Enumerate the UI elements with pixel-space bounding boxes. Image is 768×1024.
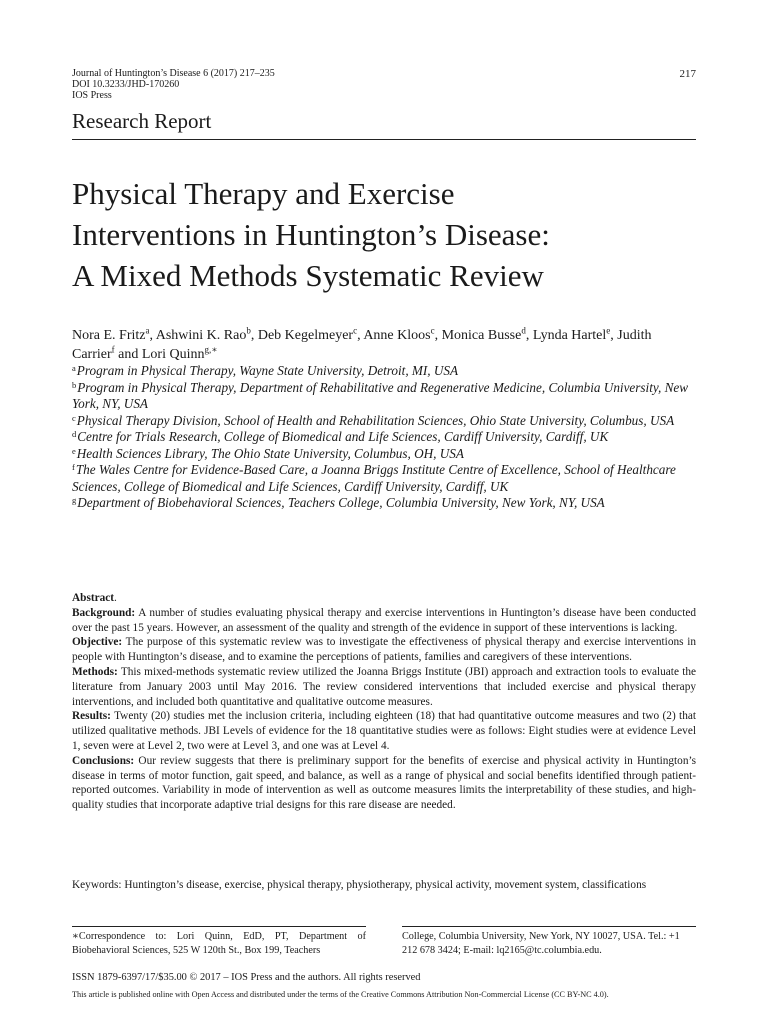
- author-affiliation-mark: b: [246, 325, 251, 336]
- journal-publisher: IOS Press: [72, 90, 112, 101]
- author-name: Anne Kloos: [363, 328, 431, 343]
- affiliation-mark: a: [72, 363, 76, 373]
- section-label: Research Report: [72, 109, 212, 133]
- keywords: Keywords: Huntington’s disease, exercise, physical therapy, physiotherapy, physical activity, movement system, classifications: [72, 879, 647, 891]
- author-separator: ,: [357, 328, 364, 343]
- abstract-section-text: A number of studies evaluating physical therapy and exercise interventions in Huntington’s disease have been conducted over the past 15 years. However, an assessment of the quality and strength of the evidence in support of these interventions is lacking.: [72, 606, 696, 634]
- affiliation-text: Program in Physical Therapy, Department of Rehabilitative and Regenerative Medicine, Columbia University, New York, NY, USA: [72, 379, 689, 411]
- affiliation-mark: g: [72, 495, 77, 505]
- author-name: Judith Carrier: [72, 328, 652, 362]
- author-list: [72, 326, 696, 364]
- title-line: Interventions in Huntington’s Disease:: [72, 217, 550, 252]
- title-line: Physical Therapy and Exercise: [72, 176, 455, 211]
- page-number: 217: [679, 68, 696, 80]
- abstract-section: [72, 665, 696, 709]
- abstract-heading-period: .: [114, 592, 117, 604]
- abstract-section-text: The purpose of this systematic review was to investigate the effectiveness of physical therapy and exercise interventions in people with Huntington’s disease, and to examine the perceptions of patients, families and caregivers of these interventions.: [72, 636, 696, 664]
- affiliation-mark: d: [72, 429, 77, 439]
- author-name: Nora E. Fritz: [72, 328, 146, 343]
- header-rule: [72, 139, 696, 140]
- affiliation-mark: b: [72, 379, 77, 390]
- affiliation-text: Physical Therapy Division, School of Health and Rehabilitation Sciences, Ohio State University, Columbus, USA: [76, 412, 675, 428]
- author-separator: and: [114, 347, 142, 362]
- affiliation-text: Health Sciences Library, The Ohio State University, Columbus, OH, USA: [76, 445, 464, 461]
- abstract-section: [72, 709, 696, 753]
- license-line: This article is published online with Open Access and distributed under the terms of the Creative Commons Attribution Non-Commercial License (CC BY-NC 4.0).: [72, 990, 609, 999]
- journal-citation: Journal of Huntington’s Disease 6 (2017) 217–235: [72, 68, 275, 79]
- author-affiliation-mark: c: [353, 325, 358, 336]
- abstract-sections: [72, 606, 696, 813]
- correspondence-footnote: ∗Correspondence to: Lori Quinn, EdD, PT, Department of Biobehavioral Sciences, 525 W 120th St., Box 199, Teachers: [72, 931, 366, 956]
- author-name: Monica Busse: [441, 328, 522, 343]
- issn-line: ISSN 1879-6397/17/$35.00 © 2017 – IOS Press and the authors. All rights reserved: [72, 972, 421, 983]
- affiliation: [72, 363, 696, 380]
- affiliation: [72, 429, 696, 446]
- abstract-section-text: Our review suggests that there is preliminary support for the benefits of exercise and physical activity in Huntington’s disease in terms of motor function, gait speed, and balance, as well as a range of physical and social benefits identified through patient-reported outcomes. Variability in mode of intervention as well as outcome measures limits the interpretability of these studies, and high-quality studies that incorporate adaptive trial designs for this rare disease are needed.: [72, 754, 696, 812]
- author-separator: ,: [525, 328, 533, 343]
- paper-title: [72, 173, 696, 296]
- affiliation-list: [72, 363, 696, 512]
- author-separator: ,: [610, 328, 618, 343]
- author-name: Deb Kegelmeyer: [257, 328, 354, 343]
- abstract: [72, 591, 696, 813]
- author-separator: ,: [149, 328, 156, 343]
- footnote-rule-left: [72, 926, 366, 927]
- author-affiliation-mark: f: [111, 344, 115, 355]
- affiliation-text: Department of Biobehavioral Sciences, Teachers College, Columbia University, New York, NY, USA: [77, 495, 605, 510]
- abstract-section: [72, 754, 696, 813]
- affiliation: [72, 380, 696, 413]
- abstract-section: [72, 635, 696, 665]
- author-affiliation-mark: c: [430, 325, 435, 336]
- author-affiliation-mark: e: [606, 325, 611, 336]
- author-affiliation-mark: a: [145, 325, 150, 336]
- affiliation-mark: e: [72, 445, 76, 456]
- author-name: Lori Quinn: [141, 347, 205, 362]
- correspondence-footnote-continued: College, Columbia University, New York, NY 10027, USA. Tel.: +1 212 678 3424; E-mail: lq2165@tc.columbia.edu.: [402, 931, 680, 956]
- author-name: Ashwini K. Rao: [155, 328, 247, 343]
- author-separator: ,: [434, 328, 442, 343]
- abstract-section: [72, 606, 696, 636]
- affiliation: [72, 462, 696, 495]
- abstract-section-label: Background:: [72, 606, 136, 619]
- affiliation-text: The Wales Centre for Evidence-Based Care, a Joanna Briggs Institute Centre of Excellence, School of Healthcare Sciences, College of Biomedical and Life Sciences, Cardiff University, Cardiff, UK: [72, 462, 676, 494]
- affiliation-text: Program in Physical Therapy, Wayne State University, Detroit, MI, USA: [76, 363, 459, 378]
- abstract-heading-line: [72, 591, 696, 606]
- title-line: A Mixed Methods Systematic Review: [72, 258, 544, 293]
- abstract-heading: Abstract: [72, 592, 115, 604]
- affiliation-mark: c: [72, 412, 76, 423]
- journal-header: [72, 68, 275, 101]
- author-affiliation-mark: d: [521, 325, 526, 336]
- affiliation: [72, 413, 696, 430]
- author-separator: ,: [250, 328, 258, 343]
- author-name: Lynda Hartel: [532, 328, 607, 343]
- abstract-section-label: Methods:: [72, 665, 118, 678]
- abstract-section-label: Results:: [72, 710, 111, 723]
- abstract-section-label: Objective:: [72, 636, 123, 649]
- abstract-section-label: Conclusions:: [72, 754, 135, 767]
- abstract-section-text: This mixed-methods systematic review utilized the Joanna Briggs Institute (JBI) approach and extraction tools to evaluate the literature from January 2003 until May 2016. The review considered interventions that included exercise and physical therapy interventions, and included both quantitative and qualitative outcome measures.: [72, 665, 696, 708]
- affiliation: [72, 495, 696, 512]
- footnote-rule-right: [402, 926, 696, 927]
- affiliation-mark: f: [72, 462, 75, 472]
- author-affiliation-mark: g,∗: [204, 344, 218, 355]
- affiliation-text: Centre for Trials Research, College of Biomedical and Life Sciences, Cardiff University, Cardiff, UK: [77, 429, 609, 444]
- journal-doi: DOI 10.3233/JHD-170260: [72, 79, 180, 90]
- abstract-section-text: Twenty (20) studies met the inclusion criteria, including eighteen (18) that had quantitative outcome measures and two (2) that utilized qualitative methods. JBI Levels of evidence for the 18 quantitative studies were as follows: Eight studies were at evidence Level 1, seven were at Level 2, two were at Level 3, and one was at Level 4.: [72, 710, 696, 752]
- affiliation: [72, 446, 696, 463]
